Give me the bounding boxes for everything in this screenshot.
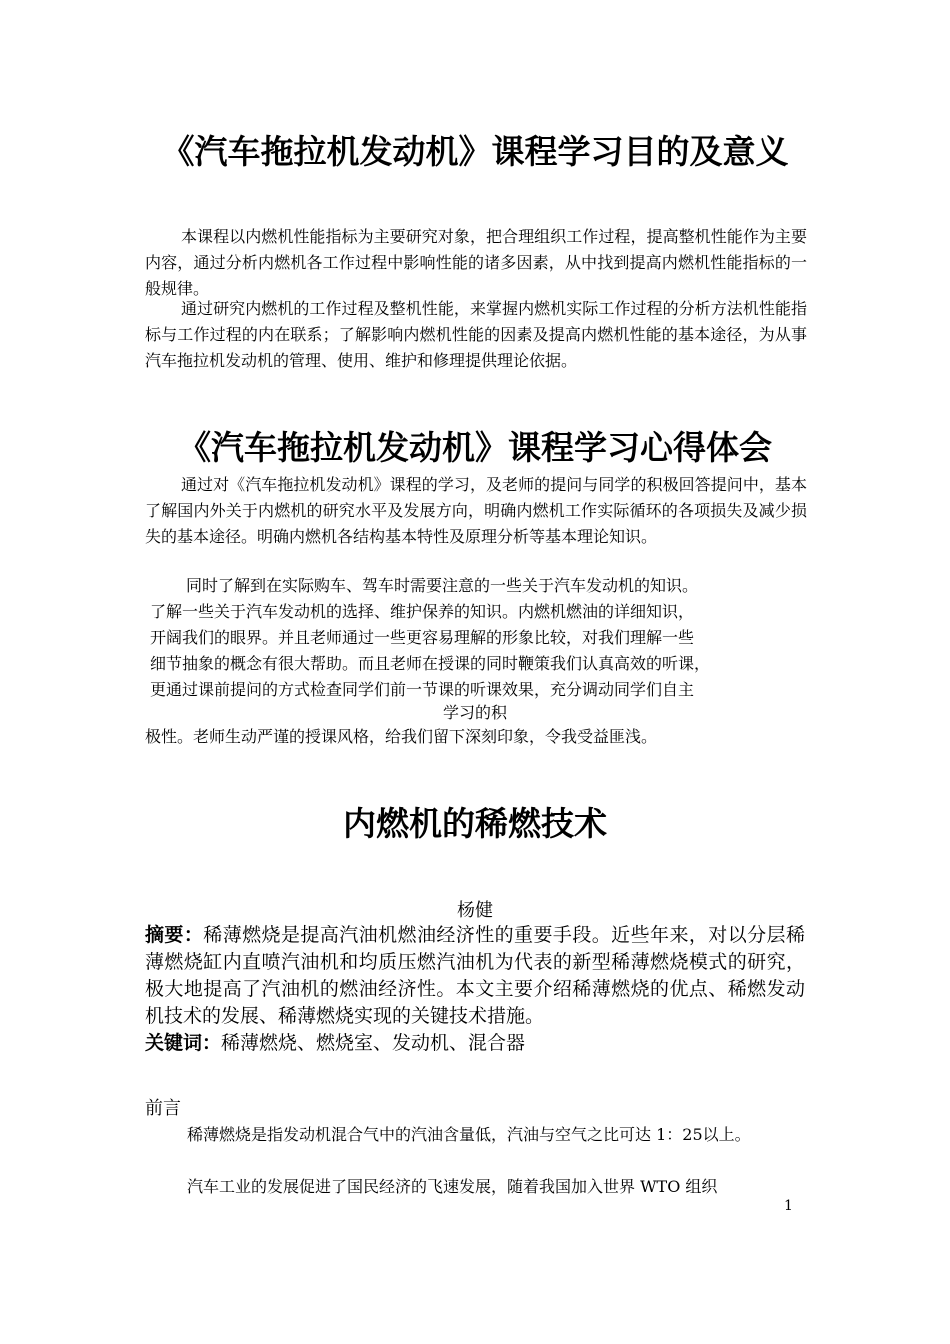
section3-title: 内燃机的稀燃技术: [343, 804, 607, 843]
preface-paragraph-2: 汽车工业的发展促进了国民经济的飞速发展，随着我国加入世界 WTO 组织: [187, 1177, 718, 1196]
section1-title: 《汽车拖拉机发动机》课程学习目的及意义: [161, 132, 789, 171]
section2-line-3: 开阔我们的眼界。并且老师通过一些更容易理解的形象比较，对我们理解一些: [150, 628, 695, 647]
abstract-label: 摘要：: [145, 924, 204, 946]
section1-paragraph-1: 本课程以内燃机性能指标为主要研究对象，把合理组织工作过程，提高整机性能作为主要内容，通过分析内燃机各工作过程中影响性能的诸多因素，从中找到提高内燃机性能指标的一般规律。: [145, 227, 807, 298]
section2-line-2: 了解一些关于汽车发动机的选择、维护保养的知识。内燃机燃油的详细知识，: [150, 602, 695, 621]
preface-title: 前言: [145, 1098, 181, 1119]
keywords-label: 关键词：: [145, 1032, 222, 1054]
section1-paragraph-2: 通过研究内燃机的工作过程及整机性能，来掌握内燃机实际工作过程的分析方法机性能指标与工作过程的内在联系；了解影响内燃机性能的因素及提高内燃机性能的基本途径，为从事汽车拖拉机发动机的管理、使用、维护和修理提供理论依据。: [145, 299, 807, 370]
section2-line-6: 学习的积: [442, 703, 507, 722]
abstract: [145, 922, 805, 1030]
author-name: 杨健: [457, 900, 493, 921]
abstract-text: 稀薄燃烧是提高汽油机燃油经济性的重要手段。近些年来，对以分层稀薄燃烧缸内直喷汽油机和均质压燃汽油机为代表的新型稀薄燃烧模式的研究，极大地提高了汽油机的燃油经济性。本文主要介绍稀薄燃烧的优点、稀燃发动机技术的发展、稀薄燃烧实现的关键技术措施。: [145, 924, 805, 1027]
keywords-text: 稀薄燃烧、燃烧室、发动机、混合器: [221, 1032, 526, 1054]
section2-line-5: 更通过课前提问的方式检查同学们前一节课的听课效果，充分调动同学们自主: [150, 680, 695, 699]
section2-line-4: 细节抽象的概念有很大帮助。而且老师在授课的同时鞭策我们认真高效的听课，: [150, 654, 711, 673]
section2-line-1: 同时了解到在实际购车、驾车时需要注意的一些关于汽车发动机的知识。: [186, 576, 699, 595]
section2-title: 《汽车拖拉机发动机》课程学习心得体会: [178, 428, 772, 467]
preface-paragraph-1: 稀薄燃烧是指发动机混合气中的汽油含量低，汽油与空气之比可达 1：25以上。: [187, 1125, 751, 1144]
section2-paragraph-1: 通过对《汽车拖拉机发动机》课程的学习，及老师的提问与同学的积极回答提问中，基本了解国内外关于内燃机的研究水平及发展方向，明确内燃机工作实际循环的各项损失及减少损失的基本途径。明确内燃机各结构基本特性及原理分析等基本理论知识。: [145, 475, 807, 546]
section2-line-7: 极性。老师生动严谨的授课风格，给我们留下深刻印象，令我受益匪浅。: [145, 727, 658, 746]
page-number: 1: [784, 1198, 793, 1214]
keywords: [145, 1030, 805, 1057]
